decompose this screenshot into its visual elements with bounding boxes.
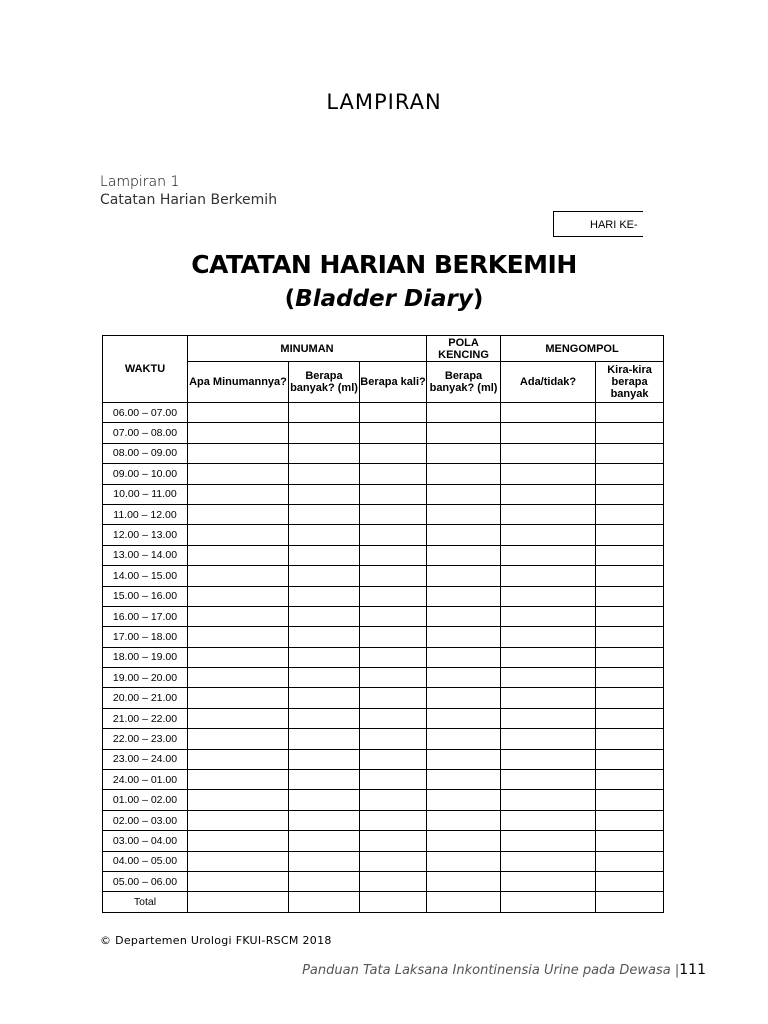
berapa-banyak-cell[interactable] — [289, 443, 360, 463]
time-slot-cell: 23.00 – 24.00 — [103, 749, 188, 769]
berapa-kali-cell[interactable] — [360, 545, 427, 565]
pola-berapa-banyak-cell[interactable] — [427, 770, 501, 790]
table-row — [103, 770, 664, 790]
pola-berapa-banyak-cell[interactable] — [427, 504, 501, 524]
pola-berapa-banyak-cell[interactable] — [427, 871, 501, 891]
berapa-banyak-cell[interactable] — [289, 851, 360, 871]
ada-tidak-cell[interactable] — [501, 586, 596, 606]
table-row — [103, 586, 664, 606]
apa-minumannya-cell[interactable] — [188, 586, 289, 606]
pola-berapa-banyak-cell[interactable] — [427, 647, 501, 667]
time-slot-cell: 15.00 – 16.00 — [103, 586, 188, 606]
berapa-kali-cell[interactable] — [360, 647, 427, 667]
section-heading: LAMPIRAN — [326, 90, 442, 114]
time-slot-cell: 04.00 – 05.00 — [103, 851, 188, 871]
pola-berapa-banyak-cell[interactable] — [427, 708, 501, 728]
berapa-kali-cell[interactable] — [360, 668, 427, 688]
kira-kira-cell[interactable] — [596, 443, 664, 463]
kira-kira-cell[interactable] — [596, 423, 664, 443]
time-slot-cell: 05.00 – 06.00 — [103, 871, 188, 891]
table-row — [103, 668, 664, 688]
kira-kira-cell[interactable] — [596, 464, 664, 484]
apa-minumannya-cell[interactable] — [188, 443, 289, 463]
berapa-kali-cell[interactable] — [360, 708, 427, 728]
kira-kira-cell[interactable] — [596, 871, 664, 891]
ada-tidak-cell[interactable] — [501, 545, 596, 565]
kira-kira-cell[interactable] — [596, 892, 664, 912]
berapa-banyak-cell[interactable] — [289, 423, 360, 443]
time-slot-cell: 12.00 – 13.00 — [103, 525, 188, 545]
berapa-kali-cell[interactable] — [360, 504, 427, 524]
table-row — [103, 525, 664, 545]
berapa-banyak-cell[interactable] — [289, 464, 360, 484]
kira-kira-cell[interactable] — [596, 606, 664, 626]
copyright-notice: © Departemen Urologi FKUI-RSCM 2018 — [100, 934, 332, 947]
berapa-banyak-cell[interactable] — [289, 566, 360, 586]
pola-berapa-banyak-cell[interactable] — [427, 790, 501, 810]
kira-kira-cell[interactable] — [596, 770, 664, 790]
kira-kira-cell[interactable] — [596, 545, 664, 565]
diary-body — [103, 403, 664, 913]
berapa-kali-cell[interactable] — [360, 525, 427, 545]
apa-minumannya-cell[interactable] — [188, 525, 289, 545]
ada-tidak-cell[interactable] — [501, 770, 596, 790]
berapa-kali-cell[interactable] — [360, 729, 427, 749]
header-berapa-kali: Berapa kali? — [360, 362, 427, 403]
pola-berapa-banyak-cell[interactable] — [427, 851, 501, 871]
ada-tidak-cell[interactable] — [501, 831, 596, 851]
ada-tidak-cell[interactable] — [501, 790, 596, 810]
time-slot-cell: 24.00 – 01.00 — [103, 770, 188, 790]
pola-berapa-banyak-cell[interactable] — [427, 627, 501, 647]
berapa-kali-cell[interactable] — [360, 423, 427, 443]
ada-tidak-cell[interactable] — [501, 606, 596, 626]
header-waktu: WAKTU — [103, 336, 188, 403]
table-row — [103, 851, 664, 871]
time-slot-cell: 09.00 – 10.00 — [103, 464, 188, 484]
kira-kira-cell[interactable] — [596, 504, 664, 524]
berapa-banyak-cell[interactable] — [289, 403, 360, 423]
berapa-banyak-cell[interactable] — [289, 525, 360, 545]
header-apa-minumannya: Apa Minumannya? — [188, 362, 289, 403]
table-row — [103, 810, 664, 830]
apa-minumannya-cell[interactable] — [188, 403, 289, 423]
pola-berapa-banyak-cell[interactable] — [427, 443, 501, 463]
day-number-box: HARI KE- — [553, 211, 643, 237]
pola-berapa-banyak-cell[interactable] — [427, 892, 501, 912]
kira-kira-cell[interactable] — [596, 851, 664, 871]
header-pola-berapa-banyak: Berapa banyak? (ml) — [427, 362, 501, 403]
apa-minumannya-cell[interactable] — [188, 831, 289, 851]
table-row — [103, 892, 664, 912]
appendix-label: Lampiran 1 — [100, 174, 180, 190]
ada-tidak-cell[interactable] — [501, 892, 596, 912]
table-row — [103, 545, 664, 565]
berapa-kali-cell[interactable] — [360, 871, 427, 891]
ada-tidak-cell[interactable] — [501, 566, 596, 586]
apa-minumannya-cell[interactable] — [188, 749, 289, 769]
berapa-banyak-cell[interactable] — [289, 831, 360, 851]
pola-berapa-banyak-cell[interactable] — [427, 831, 501, 851]
kira-kira-cell[interactable] — [596, 566, 664, 586]
ada-tidak-cell[interactable] — [501, 708, 596, 728]
form-subtitle — [0, 286, 768, 312]
ada-tidak-cell[interactable] — [501, 403, 596, 423]
page-number: 111 — [679, 962, 706, 978]
berapa-kali-cell[interactable] — [360, 443, 427, 463]
table-row — [103, 708, 664, 728]
time-slot-cell: 10.00 – 11.00 — [103, 484, 188, 504]
kira-kira-cell[interactable] — [596, 525, 664, 545]
apa-minumannya-cell[interactable] — [188, 770, 289, 790]
berapa-banyak-cell[interactable] — [289, 790, 360, 810]
apa-minumannya-cell[interactable] — [188, 708, 289, 728]
berapa-kali-cell[interactable] — [360, 770, 427, 790]
time-slot-cell: 07.00 – 08.00 — [103, 423, 188, 443]
pola-berapa-banyak-cell[interactable] — [427, 464, 501, 484]
time-slot-cell: 11.00 – 12.00 — [103, 504, 188, 524]
kira-kira-cell[interactable] — [596, 647, 664, 667]
ada-tidak-cell[interactable] — [501, 423, 596, 443]
bladder-diary-table — [102, 335, 664, 913]
berapa-kali-cell[interactable] — [360, 688, 427, 708]
berapa-banyak-cell[interactable] — [289, 484, 360, 504]
apa-minumannya-cell[interactable] — [188, 423, 289, 443]
berapa-banyak-cell[interactable] — [289, 688, 360, 708]
ada-tidak-cell[interactable] — [501, 688, 596, 708]
kira-kira-cell[interactable] — [596, 810, 664, 830]
table-row — [103, 403, 664, 423]
pola-berapa-banyak-cell[interactable] — [427, 749, 501, 769]
time-slot-cell: Total — [103, 892, 188, 912]
berapa-banyak-cell[interactable] — [289, 892, 360, 912]
table-row — [103, 464, 664, 484]
pola-berapa-banyak-cell[interactable] — [427, 729, 501, 749]
berapa-banyak-cell[interactable] — [289, 810, 360, 830]
table-row — [103, 729, 664, 749]
apa-minumannya-cell[interactable] — [188, 606, 289, 626]
apa-minumannya-cell[interactable] — [188, 810, 289, 830]
subtitle-italic: Bladder Diary — [295, 286, 473, 312]
form-title: CATATAN HARIAN BERKEMIH — [191, 250, 577, 279]
kira-kira-cell[interactable] — [596, 586, 664, 606]
pola-berapa-banyak-cell[interactable] — [427, 810, 501, 830]
berapa-banyak-cell[interactable] — [289, 586, 360, 606]
pola-berapa-banyak-cell[interactable] — [427, 668, 501, 688]
ada-tidak-cell[interactable] — [501, 504, 596, 524]
berapa-kali-cell[interactable] — [360, 627, 427, 647]
berapa-kali-cell[interactable] — [360, 484, 427, 504]
time-slot-cell: 19.00 – 20.00 — [103, 668, 188, 688]
table-row — [103, 606, 664, 626]
apa-minumannya-cell[interactable] — [188, 668, 289, 688]
subtitle-paren-open: ( — [284, 286, 296, 312]
table-row — [103, 443, 664, 463]
time-slot-cell: 06.00 – 07.00 — [103, 403, 188, 423]
berapa-kali-cell[interactable] — [360, 403, 427, 423]
ada-tidak-cell[interactable] — [501, 464, 596, 484]
berapa-banyak-cell[interactable] — [289, 668, 360, 688]
apa-minumannya-cell[interactable] — [188, 545, 289, 565]
ada-tidak-cell[interactable] — [501, 851, 596, 871]
apa-minumannya-cell[interactable] — [188, 871, 289, 891]
berapa-banyak-cell[interactable] — [289, 627, 360, 647]
berapa-banyak-cell[interactable] — [289, 545, 360, 565]
berapa-kali-cell[interactable] — [360, 749, 427, 769]
berapa-banyak-cell[interactable] — [289, 770, 360, 790]
time-slot-cell: 14.00 – 15.00 — [103, 566, 188, 586]
time-slot-cell: 03.00 – 04.00 — [103, 831, 188, 851]
berapa-kali-cell[interactable] — [360, 892, 427, 912]
apa-minumannya-cell[interactable] — [188, 688, 289, 708]
ada-tidak-cell[interactable] — [501, 627, 596, 647]
kira-kira-cell[interactable] — [596, 790, 664, 810]
time-slot-cell: 02.00 – 03.00 — [103, 810, 188, 830]
berapa-banyak-cell[interactable] — [289, 729, 360, 749]
ada-tidak-cell[interactable] — [501, 647, 596, 667]
kira-kira-cell[interactable] — [596, 729, 664, 749]
time-slot-cell: 16.00 – 17.00 — [103, 606, 188, 626]
table-row — [103, 504, 664, 524]
table-row — [103, 484, 664, 504]
berapa-banyak-cell[interactable] — [289, 606, 360, 626]
page-footer — [302, 962, 706, 978]
berapa-banyak-cell[interactable] — [289, 708, 360, 728]
apa-minumannya-cell[interactable] — [188, 729, 289, 749]
kira-kira-cell[interactable] — [596, 831, 664, 851]
berapa-banyak-cell[interactable] — [289, 647, 360, 667]
kira-kira-cell[interactable] — [596, 749, 664, 769]
table-row — [103, 627, 664, 647]
berapa-kali-cell[interactable] — [360, 810, 427, 830]
berapa-banyak-cell[interactable] — [289, 749, 360, 769]
pola-berapa-banyak-cell[interactable] — [427, 586, 501, 606]
header-kira-kira: Kira-kira berapa banyak — [596, 362, 664, 403]
apa-minumannya-cell[interactable] — [188, 627, 289, 647]
ada-tidak-cell[interactable] — [501, 443, 596, 463]
time-slot-cell: 13.00 – 14.00 — [103, 545, 188, 565]
table-row — [103, 871, 664, 891]
berapa-banyak-cell[interactable] — [289, 871, 360, 891]
appendix-subtitle: Catatan Harian Berkemih — [100, 192, 278, 208]
time-slot-cell: 22.00 – 23.00 — [103, 729, 188, 749]
kira-kira-cell[interactable] — [596, 627, 664, 647]
berapa-kali-cell[interactable] — [360, 606, 427, 626]
time-slot-cell: 17.00 – 18.00 — [103, 627, 188, 647]
pola-berapa-banyak-cell[interactable] — [427, 484, 501, 504]
table-row — [103, 647, 664, 667]
header-mengompol: MENGOMPOL — [501, 336, 664, 362]
berapa-kali-cell[interactable] — [360, 464, 427, 484]
kira-kira-cell[interactable] — [596, 668, 664, 688]
apa-minumannya-cell[interactable] — [188, 504, 289, 524]
pola-berapa-banyak-cell[interactable] — [427, 525, 501, 545]
header-pola-kencing: POLA KENCING — [427, 336, 501, 362]
pola-berapa-banyak-cell[interactable] — [427, 423, 501, 443]
ada-tidak-cell[interactable] — [501, 871, 596, 891]
berapa-kali-cell[interactable] — [360, 831, 427, 851]
table-row — [103, 566, 664, 586]
header-ada-tidak: Ada/tidak? — [501, 362, 596, 403]
subtitle-paren-close: ) — [472, 286, 484, 312]
apa-minumannya-cell[interactable] — [188, 566, 289, 586]
pola-berapa-banyak-cell[interactable] — [427, 545, 501, 565]
apa-minumannya-cell[interactable] — [188, 484, 289, 504]
table-row — [103, 423, 664, 443]
ada-tidak-cell[interactable] — [501, 668, 596, 688]
apa-minumannya-cell[interactable] — [188, 464, 289, 484]
footer-text: Panduan Tata Laksana Inkontinensia Urine pada Dewasa | — [302, 963, 680, 978]
time-slot-cell: 20.00 – 21.00 — [103, 688, 188, 708]
pola-berapa-banyak-cell[interactable] — [427, 688, 501, 708]
time-slot-cell: 18.00 – 19.00 — [103, 647, 188, 667]
table-row — [103, 831, 664, 851]
ada-tidak-cell[interactable] — [501, 729, 596, 749]
ada-tidak-cell[interactable] — [501, 484, 596, 504]
berapa-kali-cell[interactable] — [360, 586, 427, 606]
pola-berapa-banyak-cell[interactable] — [427, 566, 501, 586]
apa-minumannya-cell[interactable] — [188, 647, 289, 667]
time-slot-cell: 21.00 – 22.00 — [103, 708, 188, 728]
header-minuman: MINUMAN — [188, 336, 427, 362]
ada-tidak-cell[interactable] — [501, 525, 596, 545]
table-row — [103, 790, 664, 810]
ada-tidak-cell[interactable] — [501, 810, 596, 830]
apa-minumannya-cell[interactable] — [188, 851, 289, 871]
pola-berapa-banyak-cell[interactable] — [427, 606, 501, 626]
time-slot-cell: 08.00 – 09.00 — [103, 443, 188, 463]
ada-tidak-cell[interactable] — [501, 749, 596, 769]
kira-kira-cell[interactable] — [596, 403, 664, 423]
table-row — [103, 749, 664, 769]
berapa-kali-cell[interactable] — [360, 790, 427, 810]
pola-berapa-banyak-cell[interactable] — [427, 403, 501, 423]
berapa-kali-cell[interactable] — [360, 566, 427, 586]
apa-minumannya-cell[interactable] — [188, 892, 289, 912]
berapa-kali-cell[interactable] — [360, 851, 427, 871]
time-slot-cell: 01.00 – 02.00 — [103, 790, 188, 810]
table-row — [103, 688, 664, 708]
berapa-banyak-cell[interactable] — [289, 504, 360, 524]
kira-kira-cell[interactable] — [596, 688, 664, 708]
header-berapa-banyak: Berapa banyak? (ml) — [289, 362, 360, 403]
kira-kira-cell[interactable] — [596, 708, 664, 728]
kira-kira-cell[interactable] — [596, 484, 664, 504]
apa-minumannya-cell[interactable] — [188, 790, 289, 810]
